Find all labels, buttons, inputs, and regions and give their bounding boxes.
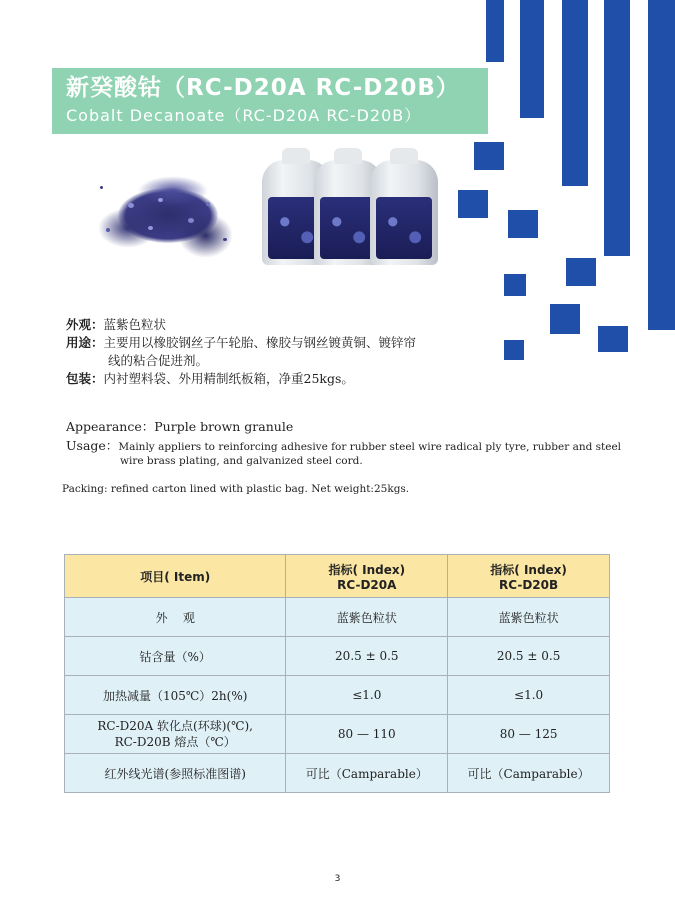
page-subtitle: Cobalt Decanoate（RC-D20A RC-D20B） [66, 106, 422, 125]
row-item: 钴含量（%） [65, 637, 286, 676]
page-title: 新癸酸钴（RC-D20A RC-D20B） [66, 75, 460, 101]
decor-stripe [520, 0, 544, 118]
table-row [65, 637, 610, 676]
decor-square [508, 210, 538, 238]
header-index-a [286, 555, 448, 598]
spec-table [64, 554, 610, 793]
decor-square [458, 190, 488, 218]
decor-stripe [562, 0, 588, 186]
en-packing: Packing: refined carton lined with plastic bag. Net weight:25kgs. [62, 483, 410, 495]
usage-label: 用途： [66, 335, 104, 350]
row-item: 红外线光谱(参照标准图谱) [65, 754, 286, 793]
row-value-b: ≤1.0 [448, 676, 610, 715]
table-header-row [65, 555, 610, 598]
header-index-b-label: 指标( Index) [490, 562, 567, 577]
en-usage-text: Mainly appliers to reinforcing adhesive for rubber steel wire radical ply tyre, rubber and steel [118, 441, 622, 453]
row-value-a: 蓝紫色粒状 [286, 598, 448, 637]
decor-square [566, 258, 596, 286]
usage-value-cont: 线的粘合促进剂。 [108, 353, 209, 368]
row-item: 外 观 [65, 598, 286, 637]
row-item-line-1: RC-D20A 软化点(环球)(℃), [97, 719, 253, 733]
table-row [65, 598, 610, 637]
decor-square [598, 326, 628, 352]
table-row [65, 754, 610, 793]
decor-square [504, 340, 524, 360]
row-value-a: ≤1.0 [286, 676, 448, 715]
header-index-b [448, 555, 610, 598]
row-item: 加热减量（105℃）2h(%) [65, 676, 286, 715]
row-value-b: 蓝紫色粒状 [448, 598, 610, 637]
decor-stripe [648, 0, 675, 330]
en-usage-cont: wire brass plating, and galvanized steel cord. [120, 455, 363, 467]
row-value-b: 20.5 ± 0.5 [448, 637, 610, 676]
packing-value: 内衬塑料袋、外用精制纸板箱，净重25kgs。 [103, 371, 354, 386]
row-value-a: 可比（Camparable） [286, 754, 448, 793]
row-value-b: 可比（Camparable） [448, 754, 610, 793]
usage-value: 主要用以橡胶钢丝子午轮胎、橡胶与钢丝镀黄铜、镀锌帘 [103, 335, 417, 350]
granule-pile-photo [88, 158, 238, 273]
packing-label: 包装： [66, 371, 104, 386]
header-index-b-grade: RC-D20B [499, 577, 559, 592]
en-usage-label: Usage： [66, 438, 119, 453]
decor-stripe [604, 0, 630, 256]
en-appearance: Appearance：Purple brown granule [66, 419, 294, 434]
decor-stripe [486, 0, 504, 62]
decor-square [504, 274, 526, 296]
title-band [52, 68, 488, 134]
table-row [65, 676, 610, 715]
row-value-b: 80 — 125 [448, 715, 610, 754]
row-item [65, 715, 286, 754]
header-item: 项目( Item) [65, 555, 286, 598]
cn-description [66, 316, 416, 388]
table-row [65, 715, 610, 754]
page-number: 3 [334, 874, 341, 884]
decor-square [550, 304, 580, 334]
row-item-line-2: RC-D20B 熔点（℃） [114, 735, 236, 749]
en-usage-line [66, 436, 621, 454]
header-index-a-label: 指标( Index) [328, 562, 406, 577]
row-value-a: 80 — 110 [286, 715, 448, 754]
decor-square [474, 142, 504, 170]
appearance-value: 蓝紫色粒状 [103, 317, 167, 332]
row-value-a: 20.5 ± 0.5 [286, 637, 448, 676]
header-index-a-grade: RC-D20A [337, 577, 397, 592]
appearance-label: 外观： [66, 317, 104, 332]
